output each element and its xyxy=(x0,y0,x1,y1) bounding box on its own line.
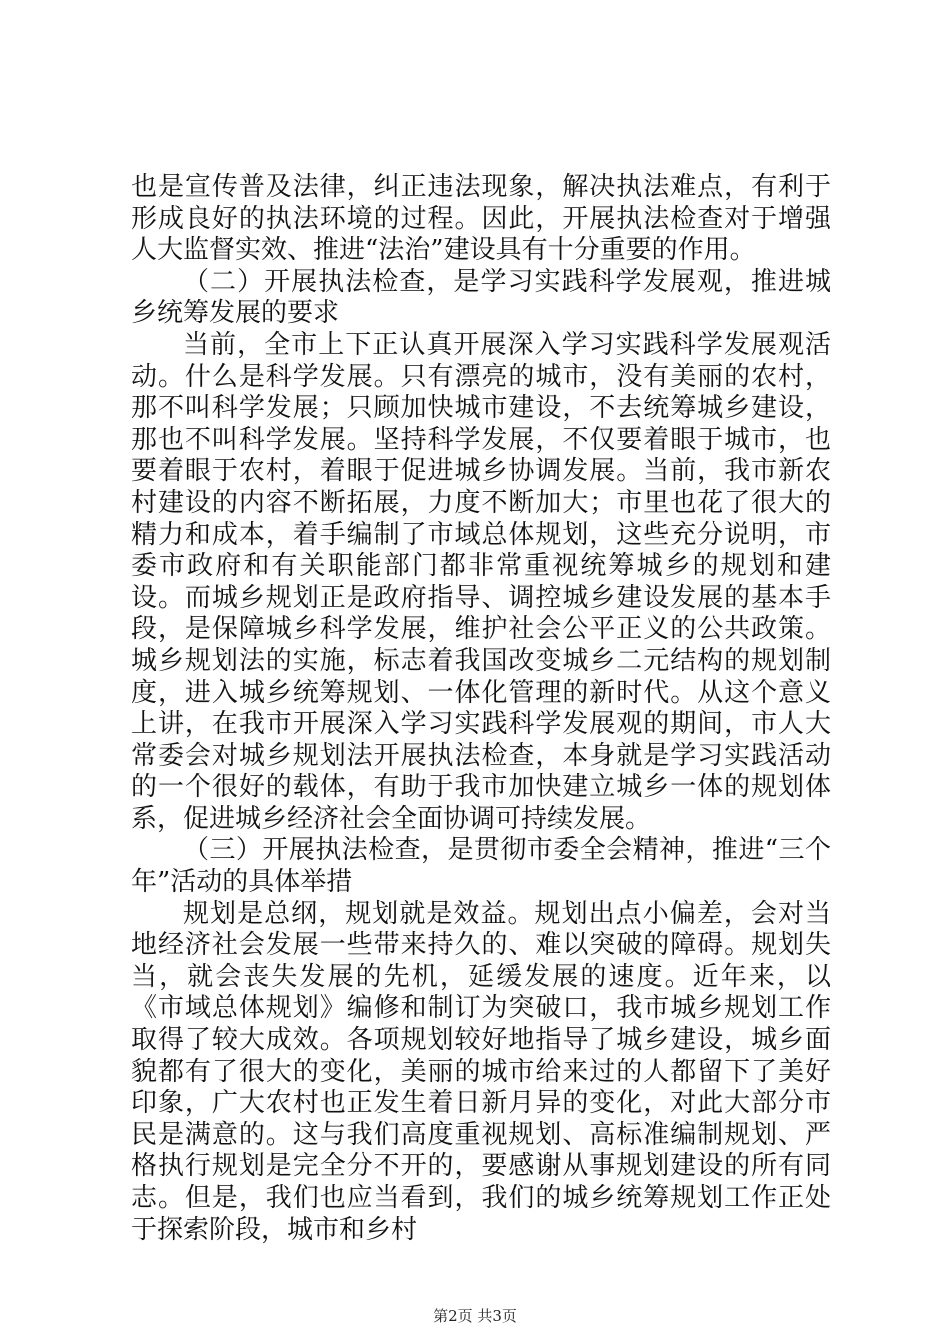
section-heading-2: （二）开展执法检查，是学习实践科学发展观，推进城乡统筹发展的要求 xyxy=(131,266,831,329)
paragraph-body: 规划是总纲，规划就是效益。规划出点小偏差，会对当地经济社会发展一些带来持久的、难以突破的障碍。规划失当，就会丧失发展的先机，延缓发展的速度。近年来，以《市域总体规划》编修和制订为突破口，我市城乡规划工作取得了较大成效。各项规划较好地指导了城乡建设，城乡面貌都有了很大的变化，美丽的城市给来过的人都留下了美好印象，广大农村也正发生着日新月异的变化，对此大部分市民是满意的。这与我们高度重视规划、高标准编制规划、严格执行规划是完全分不开的，要感谢从事规划建设的所有同志。但是，我们也应当看到，我们的城乡统筹规划工作正处于探索阶段，城市和乡村 xyxy=(131,898,831,1245)
paragraph-continuation: 也是宣传普及法律，纠正违法现象，解决执法难点，有利于形成良好的执法环境的过程。因此，开展执法检查对于增强人大监督实效、推进“法治”建设具有十分重要的作用。 xyxy=(131,172,831,266)
document-body xyxy=(131,172,831,1246)
section-heading-3: （三）开展执法检查，是贯彻市委全会精神，推进“三个年”活动的具体举措 xyxy=(131,835,831,898)
paragraph-body: 当前，全市上下正认真开展深入学习实践科学发展观活动。什么是科学发展。只有漂亮的城市，没有美丽的农村，那不叫科学发展；只顾加快城市建设，不去统筹城乡建设，那也不叫科学发展。坚持科学发展，不仅要着眼于城市，也要着眼于农村，着眼于促进城乡协调发展。当前，我市新农村建设的内容不断拓展，力度不断加大；市里也花了很大的精力和成本，着手编制了市域总体规划，这些充分说明，市委市政府和有关职能部门都非常重视统筹城乡的规划和建设。而城乡规划正是政府指导、调控城乡建设发展的基本手段，是保障城乡科学发展，维护社会公平正义的公共政策。城乡规划法的实施，标志着我国改变城乡二元结构的规划制度，进入城乡统筹规划、一体化管理的新时代。从这个意义上讲，在我市开展深入学习实践科学发展观的期间，市人大常委会对城乡规划法开展执法检查，本身就是学习实践活动的一个很好的载体，有助于我市加快建立城乡一体的规划体系，促进城乡经济社会全面协调可持续发展。 xyxy=(131,329,831,834)
page-number-footer: 第2页 共3页 xyxy=(433,1307,517,1325)
